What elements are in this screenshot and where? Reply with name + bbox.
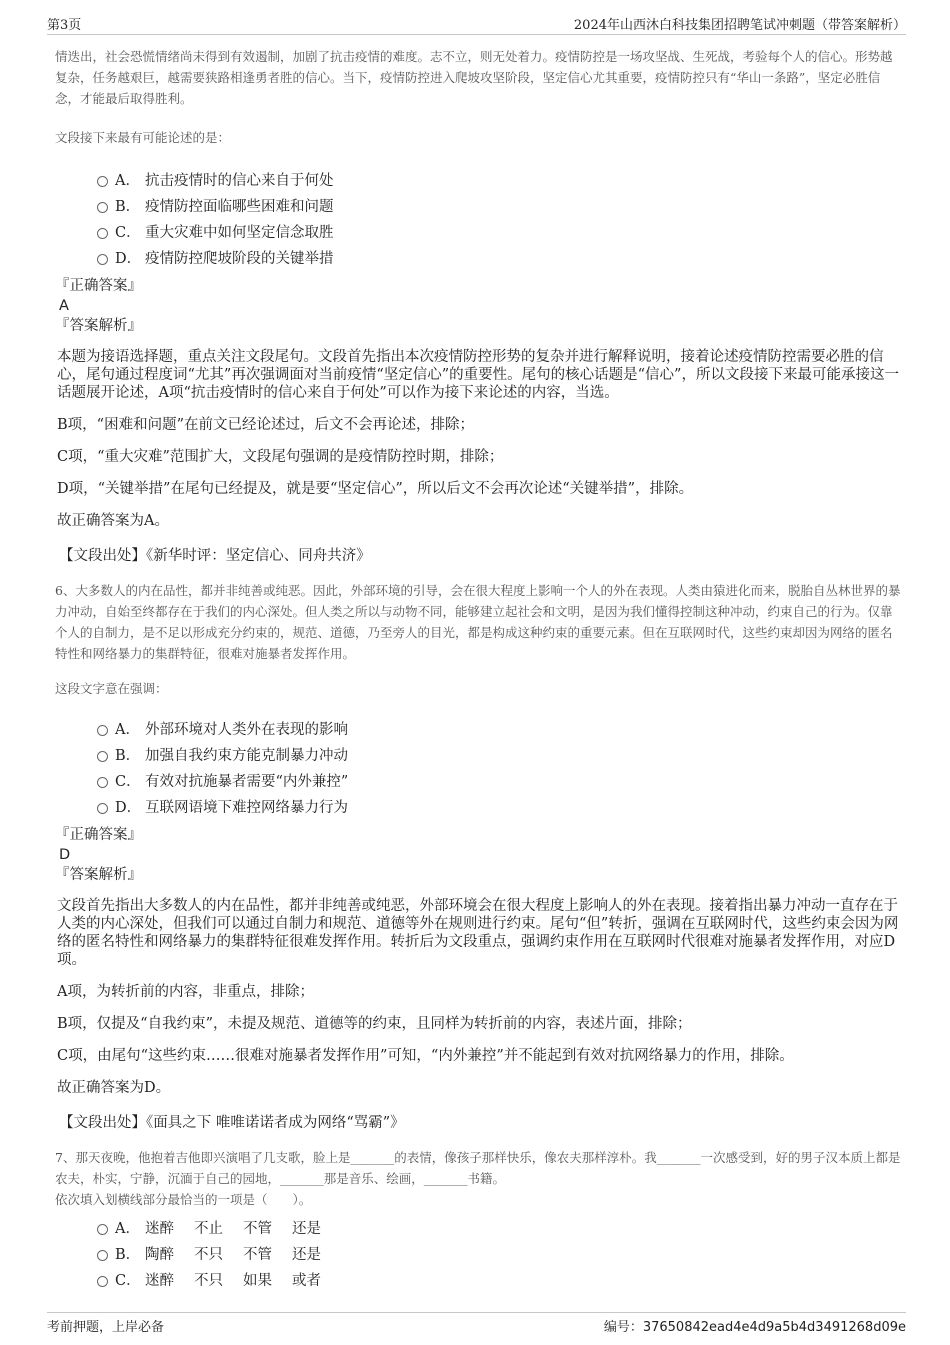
- q6-analysis-c: C项，由尾句“这些约束……很难对施暴者发挥作用”可知，“内外兼控”并不能起到有效对抗网络暴力的作用，排除。: [57, 1048, 794, 1064]
- q7-options: [55, 1216, 903, 1294]
- radio-icon[interactable]: [97, 725, 108, 736]
- q7-prompt: 依次填入划横线部分最恰当的一项是（ ）。: [55, 1192, 312, 1207]
- q6-answer: D: [59, 847, 71, 863]
- radio-icon[interactable]: [97, 1276, 108, 1287]
- q6-option-d[interactable]: D． 互联网语境下难控网络暴力行为: [55, 795, 903, 821]
- radio-icon[interactable]: [97, 1224, 108, 1235]
- q6-option-a[interactable]: A． 外部环境对人类外在表现的影响: [55, 717, 903, 743]
- radio-icon[interactable]: [97, 777, 108, 788]
- q6-option-c[interactable]: C． 有效对抗施暴者需要“内外兼控”: [55, 769, 903, 795]
- page-number: 第3页: [47, 18, 82, 33]
- code-value: 37650842ead4e4d9a5b4d3491268d09e: [642, 1320, 906, 1335]
- q6-answer-label: 『正确答案』: [55, 827, 142, 843]
- q5-analysis-main: 本题为接语选择题，重点关注文段尾句。文段首先指出本次疫情防控形势的复杂并进行解释说明，接着论述疫情防控需要必胜的信心，尾句通过程度词“尤其”再次强调面对当前疫情“坚定信心”的重要性。尾句的核心话题是“信心”，所以文段接下来最可能承接这一话题展开论述，A项“抗击疫情时的信心来自于何处”可以作为接下来论述的内容，当选。: [57, 349, 899, 401]
- page-header: [47, 12, 906, 35]
- q5-analysis-c: C项，“重大灾难”范围扩大，文段尾句强调的是疫情防控时期，排除；: [57, 449, 504, 465]
- document-code: [604, 1316, 906, 1335]
- radio-icon[interactable]: [97, 751, 108, 762]
- q5-analysis-label: 『答案解析』: [55, 318, 142, 334]
- q6-analysis-label: 『答案解析』: [55, 867, 142, 883]
- q6-option-b[interactable]: B． 加强自我约束方能克制暴力冲动: [55, 743, 903, 769]
- q7-option-c[interactable]: C． 迷醉 不只 如果 或者: [55, 1268, 903, 1294]
- q5-option-d[interactable]: D． 疫情防控爬坡阶段的关键举措: [55, 246, 903, 272]
- q5-option-b[interactable]: B． 疫情防控面临哪些困难和问题: [55, 194, 903, 220]
- q5-prompt: 文段接下来最有可能论述的是：: [55, 130, 231, 145]
- q5-option-a[interactable]: A． 抗击疫情时的信心来自于何处: [55, 168, 903, 194]
- q7-option-a[interactable]: A． 迷醉 不止 不管 还是: [55, 1216, 903, 1242]
- page-footer: [47, 1312, 906, 1337]
- q6-stem: 6、大多数人的内在品性，都并非纯善或纯恶。因此，外部环境的引导，会在很大程度上影响一个人的外在表现。人类由猿进化而来，脱胎自丛林世界的暴力冲动，自始至终都存在于我们的内心深处。但人类之所以与动物不同，能够建立起社会和文明，是因为我们懂得控制这种冲动，约束自己的行为。仅靠个人的自制力，是不足以形成充分约束的，规范、道德，乃至旁人的目光，都是构成这种约束的重要元素。但在互联网时代，这些约束却因为网络的匿名特性和网络暴力的集群特征，很难对施暴者发挥作用。: [55, 583, 901, 661]
- q6-source: 【文段出处】《面具之下 唯唯诺诺者成为网络“骂霸”》: [59, 1115, 405, 1131]
- q7-stem: 7、那天夜晚，他抱着吉他即兴演唱了几支歌，脸上是_______的表情，像孩子那样快乐，像农夫那样淳朴。我_______一次感受到，好的男子汉本质上都是农夫，朴实，宁静，沉湎于自己的园地，_______那是音乐、绘画，_______书籍。: [55, 1150, 901, 1186]
- radio-icon[interactable]: [97, 176, 108, 187]
- q5-analysis-b: B项，“困难和问题”在前文已经论述过，后文不会再论述，排除；: [57, 417, 474, 433]
- q6-analysis-main: 文段首先指出大多数人的内在品性，都并非纯善或纯恶，外部环境会在很大程度上影响人的外在表现。接着指出暴力冲动一直存在于人类的内心深处，但我们可以通过自制力和规范、道德等外在规则进行约束。尾句“但”转折，强调在互联网时代，这些约束会因为网络的匿名特性和网络暴力的集群特征很难发挥作用。转折后为文段重点，强调约束作用在互联网时代很难对施暴者发挥作用，对应D项。: [57, 898, 899, 968]
- q5-answer: A: [59, 298, 69, 314]
- radio-icon[interactable]: [97, 803, 108, 814]
- radio-icon[interactable]: [97, 1250, 108, 1261]
- q5-answer-label: 『正确答案』: [55, 278, 142, 294]
- q5-options: [55, 168, 903, 272]
- radio-icon[interactable]: [97, 228, 108, 239]
- q5-passage: 情迭出，社会恐慌情绪尚未得到有效遏制，加剧了抗击疫情的难度。志不立，则无处着力。疫情防控是一场攻坚战、生死战，考验每个人的信心。形势越复杂，任务越艰巨，越需要狭路相逢勇者胜的信心。当下，疫情防控进入爬坡攻坚阶段，坚定信心尤其重要，疫情防控只有“华山一条路”，坚定必胜信念，才能最后取得胜利。: [55, 49, 893, 106]
- q5-analysis-d: D项，“关键举措”在尾句已经提及，就是要“坚定信心”，所以后文不会再次论述“关键举措”，排除。: [57, 481, 694, 497]
- q6-analysis-b: B项，仅提及“自我约束”，未提及规范、道德等的约束，且同样为转折前的内容，表述片面，排除；: [57, 1016, 692, 1032]
- radio-icon[interactable]: [97, 254, 108, 265]
- q6-prompt: 这段文字意在强调：: [55, 681, 168, 696]
- q5-conclusion: 故正确答案为A。: [57, 513, 169, 529]
- q6-analysis-a: A项，为转折前的内容，非重点，排除；: [57, 984, 314, 1000]
- radio-icon[interactable]: [97, 202, 108, 213]
- q6-conclusion: 故正确答案为D。: [57, 1080, 171, 1096]
- q5-source: 【文段出处】《新华时评：坚定信心、同舟共济》: [59, 548, 371, 564]
- footer-slogan: 考前押题，上岸必备: [47, 1320, 165, 1335]
- document-title: 2024年山西沐白科技集团招聘笔试冲刺题（带答案解析）: [573, 18, 906, 33]
- q7-option-b[interactable]: B． 陶醉 不只 不管 还是: [55, 1242, 903, 1268]
- q5-option-c[interactable]: C． 重大灾难中如何坚定信念取胜: [55, 220, 903, 246]
- page-content: [55, 46, 903, 1294]
- q6-options: [55, 717, 903, 821]
- code-label: 编号：: [603, 1320, 643, 1335]
